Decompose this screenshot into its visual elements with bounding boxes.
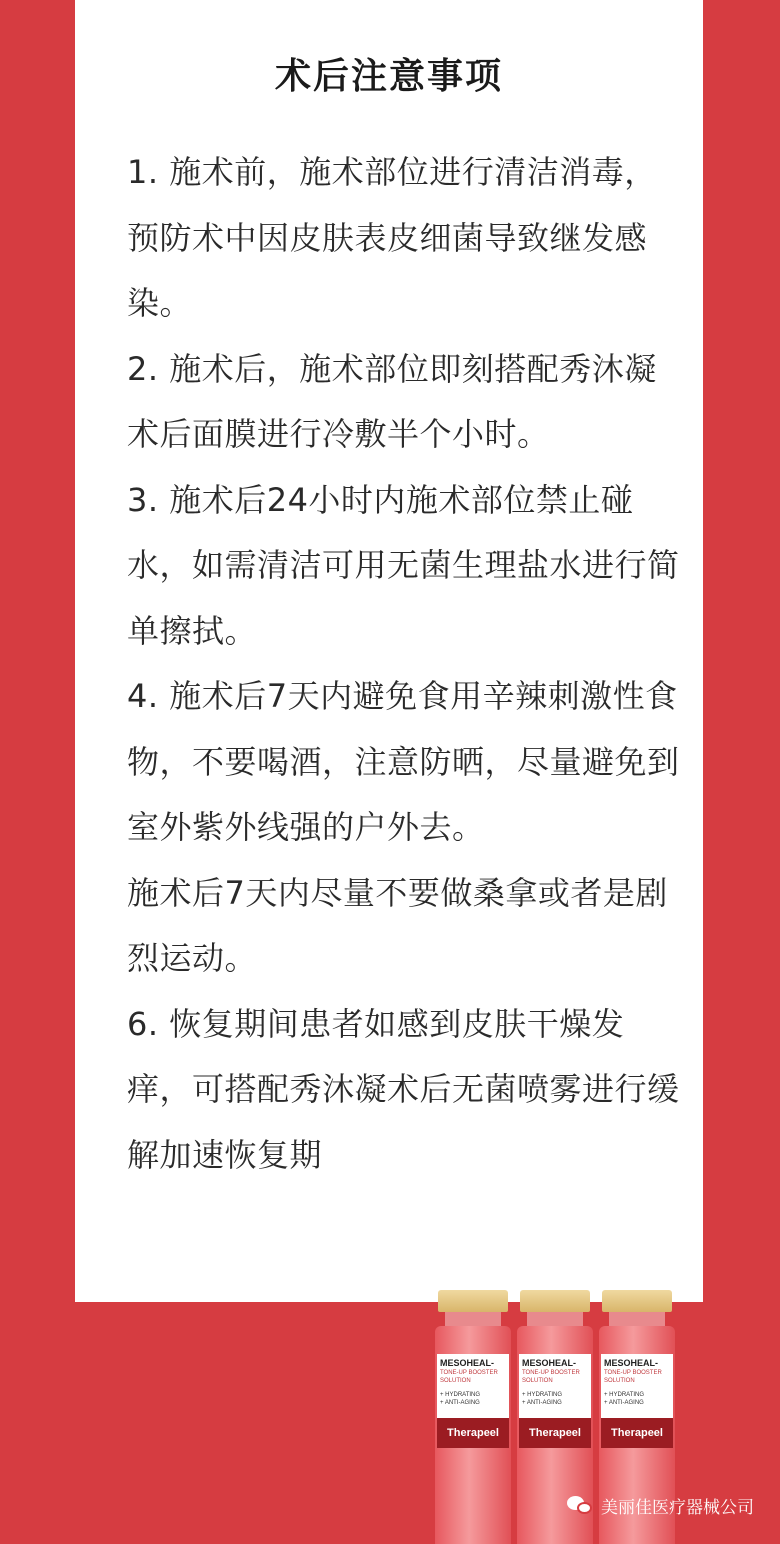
product-feature: + ANTI-AGING	[604, 1400, 644, 1406]
watermark	[567, 1493, 754, 1518]
note-item-1: 1. 施术前，施术部位进行清洁消毒，预防术中因皮肤表皮细菌导致继发感染。	[127, 153, 657, 322]
note-item-2: 2. 施术后，施术部位即刻搭配秀沐凝术后面膜进行冷敷半个小时。	[127, 349, 657, 453]
product-feature: + HYDRATING	[440, 1392, 481, 1398]
product-feature: + ANTI-AGING	[440, 1400, 480, 1406]
note-item-4: 4. 施术后7天内避免食用辛辣刺激性食物，不要喝酒，注意防晒，尽量避免到室外紫外线强的户外去。	[127, 677, 680, 846]
product-feature: + HYDRATING	[604, 1392, 645, 1398]
note-item-5: 施术后7天内尽量不要做桑拿或者是剧烈运动。	[127, 873, 668, 977]
product-name: MESOHEAL-	[440, 1358, 494, 1368]
product-subtitle: TONE-UP BOOSTER SOLUTION	[440, 1370, 498, 1384]
product-feature: + HYDRATING	[522, 1392, 563, 1398]
product-name: MESOHEAL-	[604, 1358, 658, 1368]
product-subtitle: TONE-UP BOOSTER SOLUTION	[522, 1370, 580, 1384]
product-subtitle: TONE-UP BOOSTER SOLUTION	[604, 1370, 662, 1384]
product-vial	[433, 1290, 513, 1544]
watermark-text: 美丽佳医疗器械公司	[601, 1498, 754, 1518]
content-card	[75, 0, 703, 1302]
product-brand: Therapeel	[519, 1418, 591, 1448]
note-item-3: 3. 施术后24小时内施术部位禁止碰水，如需清洁可用无菌生理盐水进行简单擦拭。	[127, 480, 680, 650]
page-title: 术后注意事项	[274, 56, 503, 97]
product-name: MESOHEAL-	[522, 1358, 576, 1368]
product-brand: Therapeel	[437, 1418, 509, 1448]
product-brand: Therapeel	[601, 1418, 673, 1448]
product-feature: + ANTI-AGING	[522, 1400, 562, 1406]
notes-list	[127, 140, 687, 1188]
note-item-6: 6. 恢复期间患者如感到皮肤干燥发痒，可搭配秀沐凝术后无菌喷雾进行缓解加速恢复期	[127, 1004, 680, 1174]
wechat-icon	[567, 1496, 593, 1516]
